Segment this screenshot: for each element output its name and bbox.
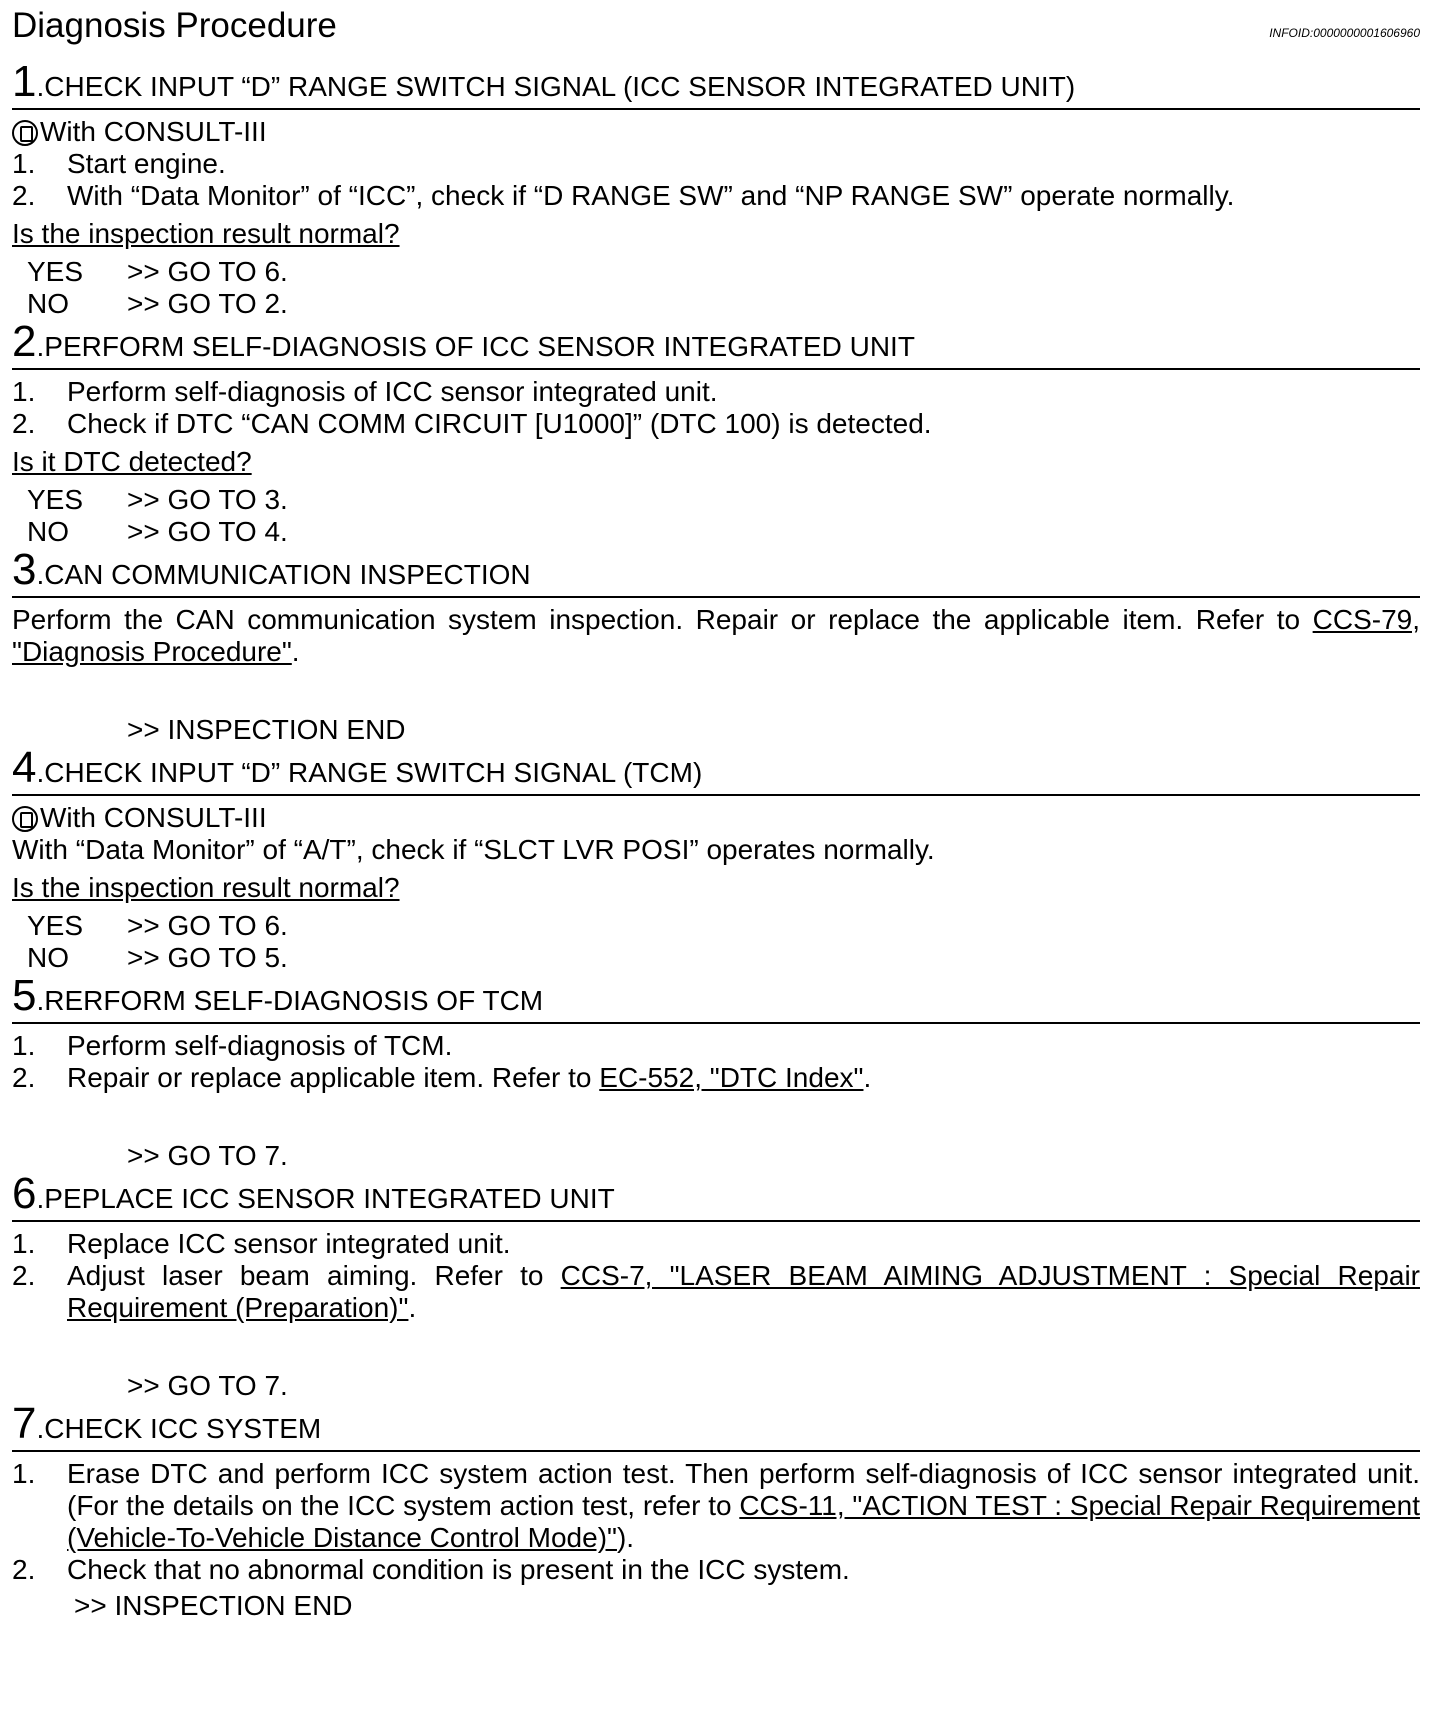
step-number: 3	[12, 545, 37, 594]
step-number: 7	[12, 1399, 37, 1448]
answer-no: NO >> GO TO 5.	[27, 942, 288, 973]
consult-line: With CONSULT-III	[12, 802, 1420, 834]
step-1-heading: 1.CHECK INPUT “D” RANGE SWITCH SIGNAL (ICC SENSOR INTEGRATED UNIT)	[12, 60, 1420, 110]
reference-link[interactable]: CCS-79, "Diagnosis Procedure"	[12, 604, 1420, 667]
question: Is the inspection result normal?	[12, 218, 400, 249]
list-item: 2. Check that no abnormal condition is present in the ICC system.	[12, 1554, 850, 1585]
list-item: 1. Start engine.	[12, 148, 226, 179]
step-title: PEPLACE ICC SENSOR INTEGRATED UNIT	[44, 1183, 615, 1214]
step-2-heading: 2.PERFORM SELF-DIAGNOSIS OF ICC SENSOR INTEGRATED UNIT	[12, 320, 1420, 370]
header	[12, 0, 1420, 60]
list-item: 2. With “Data Monitor” of “ICC”, check if “D RANGE SW” and “NP RANGE SW” operate normally.	[12, 180, 1235, 211]
page-title: Diagnosis Procedure	[12, 6, 337, 45]
list-item: 1. Perform self-diagnosis of TCM.	[12, 1030, 453, 1061]
step-title: CHECK INPUT “D” RANGE SWITCH SIGNAL (TCM)	[44, 757, 703, 788]
answer-no: NO >> GO TO 2.	[27, 288, 288, 319]
step-6-heading: 6.PEPLACE ICC SENSOR INTEGRATED UNIT	[12, 1172, 1420, 1222]
list-item: 2. Repair or replace applicable item. Refer to EC-552, "DTC Index".	[12, 1062, 872, 1093]
action: >> INSPECTION END	[74, 1590, 353, 1621]
step-number: 2	[12, 317, 37, 366]
step-title: RERFORM SELF-DIAGNOSIS OF TCM	[44, 985, 544, 1016]
document-page	[12, 0, 1420, 1622]
list-item: 1. Replace ICC sensor integrated unit.	[12, 1228, 511, 1259]
list-item: 2. Check if DTC “CAN COMM CIRCUIT [U1000]” (DTC 100) is detected.	[12, 408, 932, 439]
question: Is the inspection result normal?	[12, 872, 400, 903]
step-number: 6	[12, 1169, 37, 1218]
question: Is it DTC detected?	[12, 446, 252, 477]
step-4-heading: 4.CHECK INPUT “D” RANGE SWITCH SIGNAL (TCM)	[12, 746, 1420, 796]
list-item: 1. Erase DTC and perform ICC system action test. Then perform self-diagnosis of ICC sensor integrated unit. (For the details on the ICC system action test, refer to CCS-11, "ACTION TEST : Special Repair Requirement (Vehicle-To-Vehicle Distance Control Mode)").	[12, 1458, 1420, 1553]
step-title: PERFORM SELF-DIAGNOSIS OF ICC SENSOR INTEGRATED UNIT	[44, 331, 915, 362]
consult-icon	[12, 806, 38, 832]
step-5-heading: 5.RERFORM SELF-DIAGNOSIS OF TCM	[12, 974, 1420, 1024]
reference-link[interactable]: CCS-11, "ACTION TEST : Special Repair Requirement (Vehicle-To-Vehicle Distance Control Mode)"	[67, 1490, 1420, 1553]
step-7-heading: 7.CHECK ICC SYSTEM	[12, 1402, 1420, 1452]
list-item: 1. Perform self-diagnosis of ICC sensor integrated unit.	[12, 376, 718, 407]
list-item: 2. Adjust laser beam aiming. Refer to CCS-7, "LASER BEAM AIMING ADJUSTMENT : Special Repair Requirement (Preparation)".	[12, 1260, 1420, 1323]
paragraph: With “Data Monitor” of “A/T”, check if “SLCT LVR POSI” operates normally.	[12, 834, 935, 865]
step-number: 4	[12, 743, 37, 792]
step-title: CHECK INPUT “D” RANGE SWITCH SIGNAL (ICC SENSOR INTEGRATED UNIT)	[44, 71, 1076, 102]
consult-line: With CONSULT-III	[12, 116, 1420, 148]
step-3-heading: 3.CAN COMMUNICATION INSPECTION	[12, 548, 1420, 598]
answer-yes: YES >> GO TO 6.	[27, 256, 288, 287]
info-id: INFOID:0000000001606960	[1269, 26, 1420, 40]
action: >> GO TO 7.	[127, 1370, 288, 1401]
step-title: CHECK ICC SYSTEM	[44, 1413, 322, 1444]
reference-link[interactable]: CCS-7, "LASER BEAM AIMING ADJUSTMENT : Special Repair Requirement (Preparation)"	[67, 1260, 1420, 1323]
answer-yes: YES >> GO TO 3.	[27, 484, 288, 515]
reference-link[interactable]: EC-552, "DTC Index"	[599, 1062, 864, 1093]
step-title: CAN COMMUNICATION INSPECTION	[44, 559, 531, 590]
step-number: 1	[12, 57, 37, 106]
step-number: 5	[12, 971, 37, 1020]
action: >> GO TO 7.	[127, 1140, 288, 1171]
paragraph: Perform the CAN communication system inspection. Repair or replace the applicable item. Refer to CCS-79, "Diagnosis Procedure".	[12, 604, 1420, 667]
consult-icon	[12, 120, 38, 146]
answer-yes: YES >> GO TO 6.	[27, 910, 288, 941]
action: >> INSPECTION END	[127, 714, 406, 745]
answer-no: NO >> GO TO 4.	[27, 516, 288, 547]
